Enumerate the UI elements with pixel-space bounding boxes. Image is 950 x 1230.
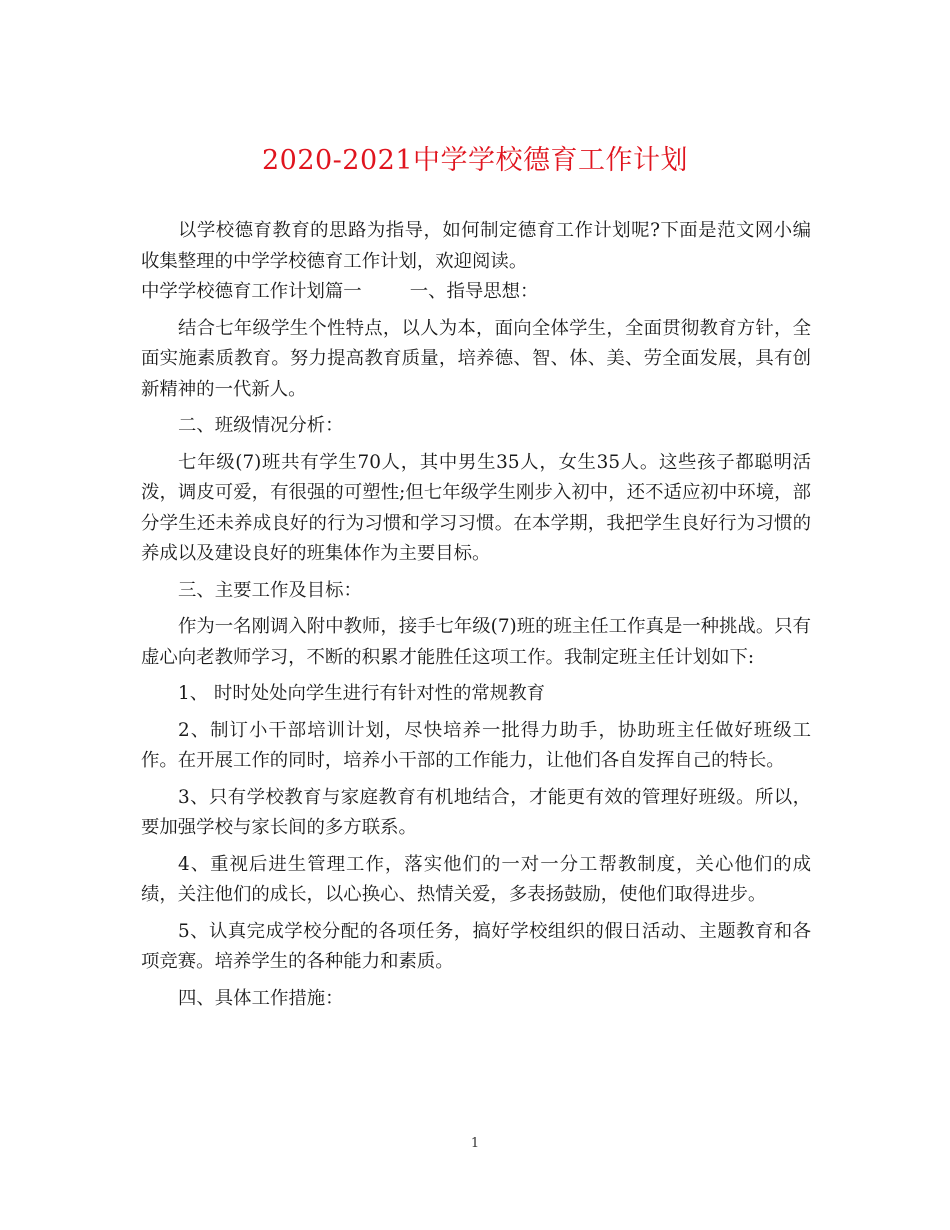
list-item: 2、制订小干部培训计划，尽快培养一批得力助手，协助班主任做好班级工作。在开展工作的同时，培养小干部的工作能力，让他们各自发挥自己的特长。	[141, 719, 811, 771]
document-body	[141, 216, 811, 1014]
list-item: 4、重视后进生管理工作，落实他们的一对一分工帮教制度，关心他们的成绩，关注他们的成长，以心换心、热情关爱，多表扬鼓励，使他们取得进步。	[141, 853, 811, 905]
heading-main-work: 三、主要工作及目标：	[178, 579, 362, 601]
paragraph: 结合七年级学生个性特点，以人为本，面向全体学生，全面贯彻教育方针，全面实施素质教育。努力提高教育质量，培养德、智、体、美、劳全面发展，具有创新精神的一代新人。	[141, 317, 811, 400]
list-item: 3、只有学校教育与家庭教育有机地结合，才能更有效的管理好班级。所以，要加强学校与家长间的多方联系。	[141, 786, 811, 838]
heading-specific-measures: 四、具体工作措施：	[178, 987, 344, 1009]
heading-guiding-thought: 一、指导思想：	[409, 281, 539, 302]
paragraph: 七年级(7)班共有学生70人，其中男生35人，女生35人。这些孩子都聪明活泼，调皮可爱，有很强的可塑性;但七年级学生刚步入初中，还不适应初中环境，部分学生还未养成良好的行为习惯和学习习惯。在本学期，我把学生良好行为习惯的养成以及建设良好的班集体作为主要目标。	[141, 451, 811, 564]
list-item: 1、 时时处处向学生进行有针对性的常规教育	[178, 683, 545, 704]
list-item: 5、认真完成学校分配的各项任务，搞好学校组织的假日活动、主题教育和各项竞赛。培养学生的各种能力和素质。	[141, 920, 811, 972]
plan-part-label: 中学学校德育工作计划篇一	[141, 281, 362, 302]
section-heading-line	[141, 277, 811, 308]
heading-class-analysis: 二、班级情况分析：	[178, 415, 344, 436]
document-title: 2020-2021中学学校德育工作计划	[261, 145, 689, 176]
intro-paragraph: 以学校德育教育的思路为指导，如何制定德育工作计划呢?下面是范文网小编收集整理的中学学校德育工作计划，欢迎阅读。	[141, 220, 811, 272]
paragraph: 作为一名刚调入附中教师，接手七年级(7)班的班主任工作真是一种挑战。只有虚心向老教师学习，不断的积累才能胜任这项工作。我制定班主任计划如下:	[141, 616, 811, 668]
page-number: 1	[470, 1136, 480, 1151]
